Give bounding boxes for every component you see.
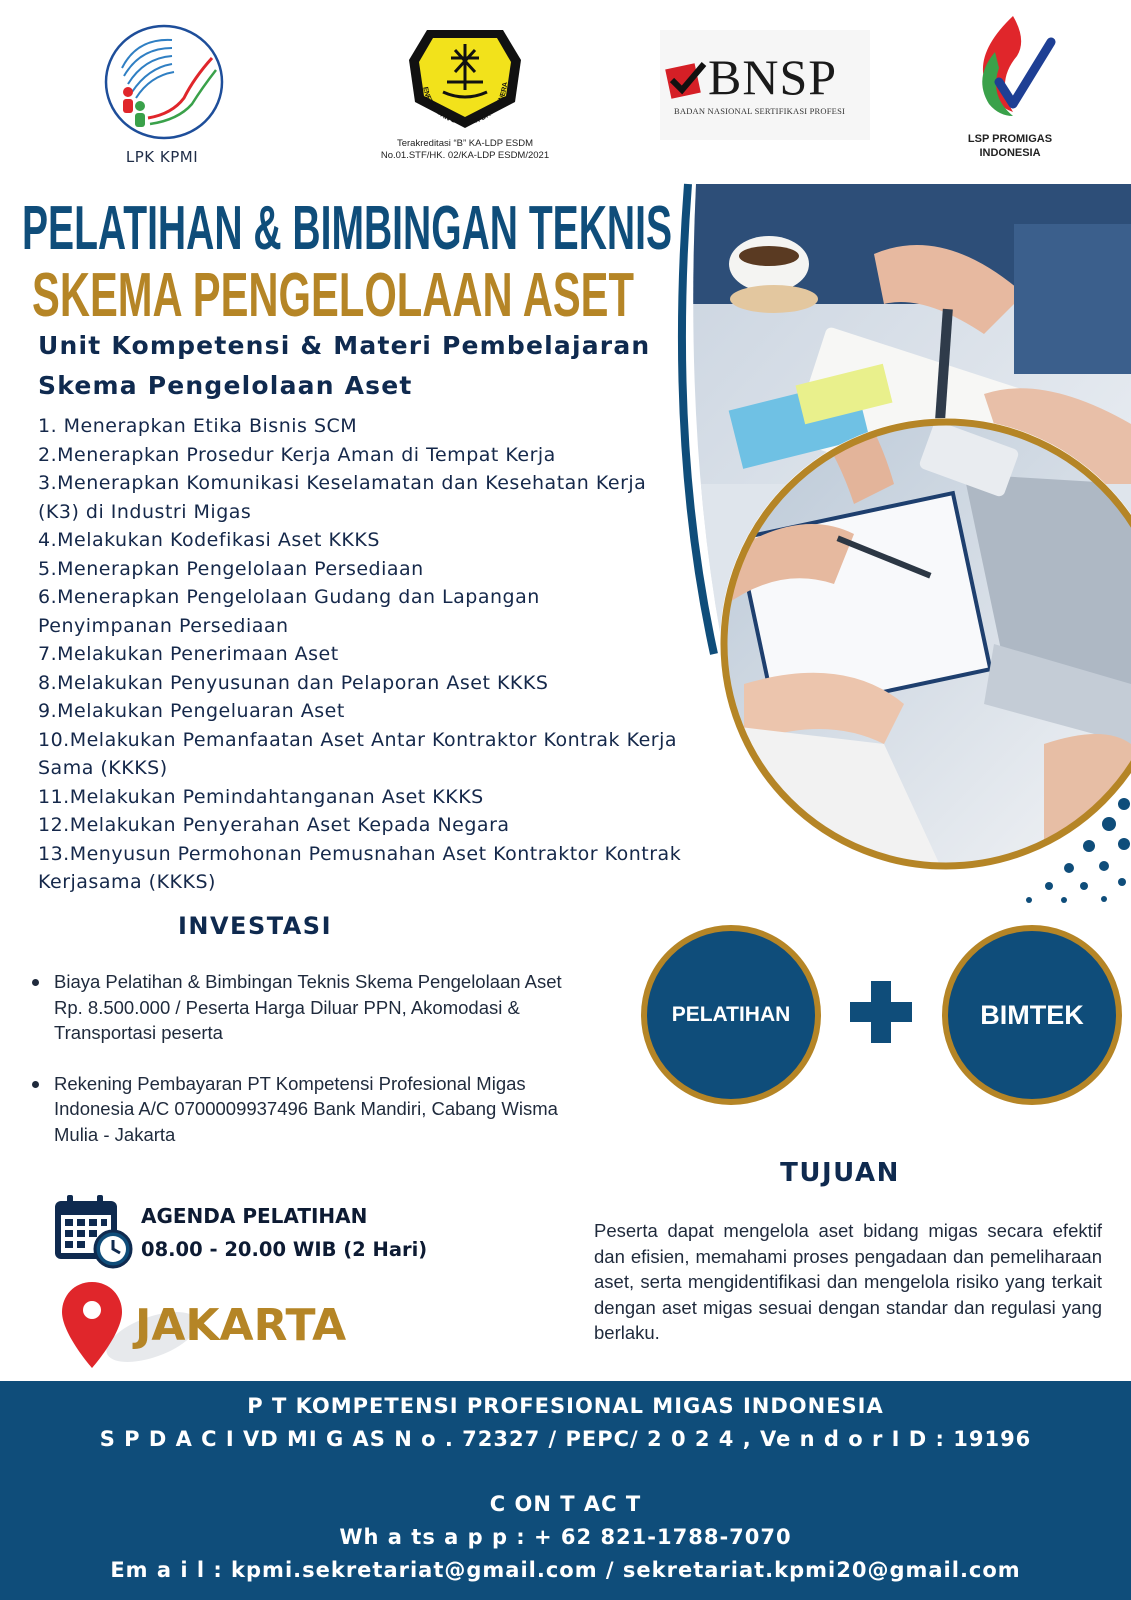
- investasi-line: Biaya Pelatihan & Bimbingan Teknis Skema Pengelolaan Aset: [54, 971, 562, 992]
- investasi-line: Transportasi peserta: [54, 1022, 223, 1043]
- bnsp-logo: [660, 30, 870, 140]
- calendar-clock-icon: [53, 1193, 135, 1269]
- units-heading-line-1: Unit Kompetensi & Materi Pembelajaran: [38, 331, 651, 360]
- unit-line: 8.Melakukan Penyusunan dan Pelaporan Aset KKKS: [38, 671, 549, 694]
- title-line-1: [22, 185, 702, 265]
- office-photo-collage: [684, 184, 1131, 904]
- plus-icon: [850, 981, 912, 1043]
- competency-unit-list: [38, 412, 688, 897]
- tujuan-title: TUJUAN: [780, 1158, 900, 1188]
- investasi-list: [30, 969, 630, 1172]
- unit-line: Kerjasama (KKKS): [38, 871, 216, 893]
- title-line-2: [32, 258, 692, 330]
- unit-line: 2.Menerapkan Prosedur Kerja Aman di Tempat Kerja: [38, 443, 556, 466]
- esdm-accreditation: [365, 138, 565, 162]
- investasi-line: Rekening Pembayaran PT Kompetensi Profesional Migas: [54, 1072, 526, 1094]
- investasi-item-payment: [30, 1071, 630, 1148]
- agenda-title: AGENDA PELATIHAN: [141, 1204, 368, 1228]
- unit-line: (K3) di Industri Migas: [38, 500, 252, 523]
- investasi-line: Rp. 8.500.000 / Peserta Harga Diluar PPN, Akomodasi &: [54, 996, 520, 1018]
- bnsp-wordmark: BNSP: [708, 49, 838, 105]
- unit-line: 7.Melakukan Penerimaan Aset: [38, 643, 339, 665]
- bimtek-badge: [942, 925, 1122, 1105]
- pelatihan-badge: [641, 925, 821, 1105]
- unit-line: 12.Melakukan Penyerahan Aset Kepada Negara: [38, 814, 510, 836]
- unit-line: Sama (KKKS): [38, 757, 168, 779]
- unit-line: 13.Menyusun Permohonan Pemusnahan Aset Kontraktor Kontrak: [38, 842, 682, 865]
- agenda-time: 08.00 - 20.00 WIB (2 Hari): [141, 1238, 428, 1261]
- bnsp-emblem-icon: [664, 58, 708, 102]
- lsp-label-line-2: INDONESIA: [979, 147, 1041, 159]
- units-heading-line-2: Skema Pengelolaan Aset: [38, 371, 413, 400]
- location-city: JAKARTA: [135, 1300, 347, 1351]
- lpk-kpmi-label: LPK KPMI: [125, 148, 199, 166]
- lsp-promigas-logo: [955, 12, 1065, 172]
- pelatihan-badge-label: PELATIHAN: [671, 1003, 791, 1026]
- tujuan-text: Peserta dapat mengelola aset bidang migas secara efektif dan efisien, memahami proses pengadaan dan pemeliharaan aset, serta mengidentifikasi dan mengelola risiko yang terkait dengan aset migas sesuai dengan standar dan regulasi yang berlaku.: [594, 1220, 1102, 1343]
- investasi-title: INVESTASI: [177, 912, 333, 940]
- investasi-item-cost: [30, 969, 630, 1046]
- footer-email: Em a i l : kpmi.sekretariat@gmail.com / sekretariat.kpmi20@gmail.com: [110, 1558, 1021, 1582]
- investasi-line: Indonesia A/C 0700009937496 Bank Mandiri, Cabang Wisma: [54, 1098, 558, 1119]
- esdm-accreditation-line-2: No.01.STF/HK. 02/KA-LDP ESDM/2021: [380, 150, 550, 161]
- esdm-ring-text: ENERGI DAN SUMBER DAYA MINERA: [421, 81, 510, 127]
- unit-line: 9.Melakukan Pengeluaran Aset: [38, 700, 345, 722]
- esdm-accreditation-line-1: Terakreditasi “B” KA-LDP ESDM: [396, 138, 534, 149]
- title-line-1-text: PELATIHAN & BIMBINGAN TEKNIS: [22, 194, 672, 263]
- unit-line: 5.Menerapkan Pengelolaan Persediaan: [38, 557, 424, 580]
- footer-company: P T KOMPETENSI PROFESIONAL MIGAS INDONESIA: [247, 1394, 884, 1418]
- footer: [0, 1381, 1131, 1600]
- lsp-label-line-1: LSP PROMIGAS: [967, 133, 1053, 145]
- unit-line: Penyimpanan Persediaan: [38, 614, 289, 637]
- footer-contact-title: C ON T AC T: [489, 1492, 642, 1516]
- unit-line: 10.Melakukan Pemanfaatan Aset Antar Kontraktor Kontrak Kerja: [38, 728, 678, 751]
- lpk-kpmi-logo: [92, 18, 232, 168]
- unit-line: 3.Menerapkan Komunikasi Keselamatan dan Kesehatan Kerja: [38, 472, 647, 494]
- footer-registration: S P D A C I VD MI G AS N o . 72327 / PEPC/ 2 0 2 4 , Ve n d o r I D : 19196: [99, 1427, 1032, 1451]
- unit-line: 1. Menerapkan Etika Bisnis SCM: [38, 415, 358, 437]
- lsp-promigas-label: [955, 132, 1065, 160]
- units-heading: [38, 326, 678, 406]
- esdm-logo: [365, 20, 565, 170]
- unit-line: 6.Menerapkan Pengelolaan Gudang dan Lapangan: [38, 586, 540, 608]
- footer-whatsapp: Wh a ts a p p : + 62 821-1788-7070: [339, 1525, 792, 1549]
- bimtek-badge-label: BIMTEK: [980, 999, 1084, 1030]
- unit-line: 4.Melakukan Kodefikasi Aset KKKS: [38, 529, 380, 551]
- bnsp-subtitle: BADAN NASIONAL SERTIFIKASI PROFESI: [674, 106, 846, 116]
- investasi-line: Mulia - Jakarta: [54, 1123, 176, 1145]
- unit-line: 11.Melakukan Pemindahtanganan Aset KKKS: [38, 785, 484, 808]
- lsp-flame-icon: [955, 12, 1065, 127]
- title-line-2-text: SKEMA PENGELOLAAN ASET: [32, 261, 635, 330]
